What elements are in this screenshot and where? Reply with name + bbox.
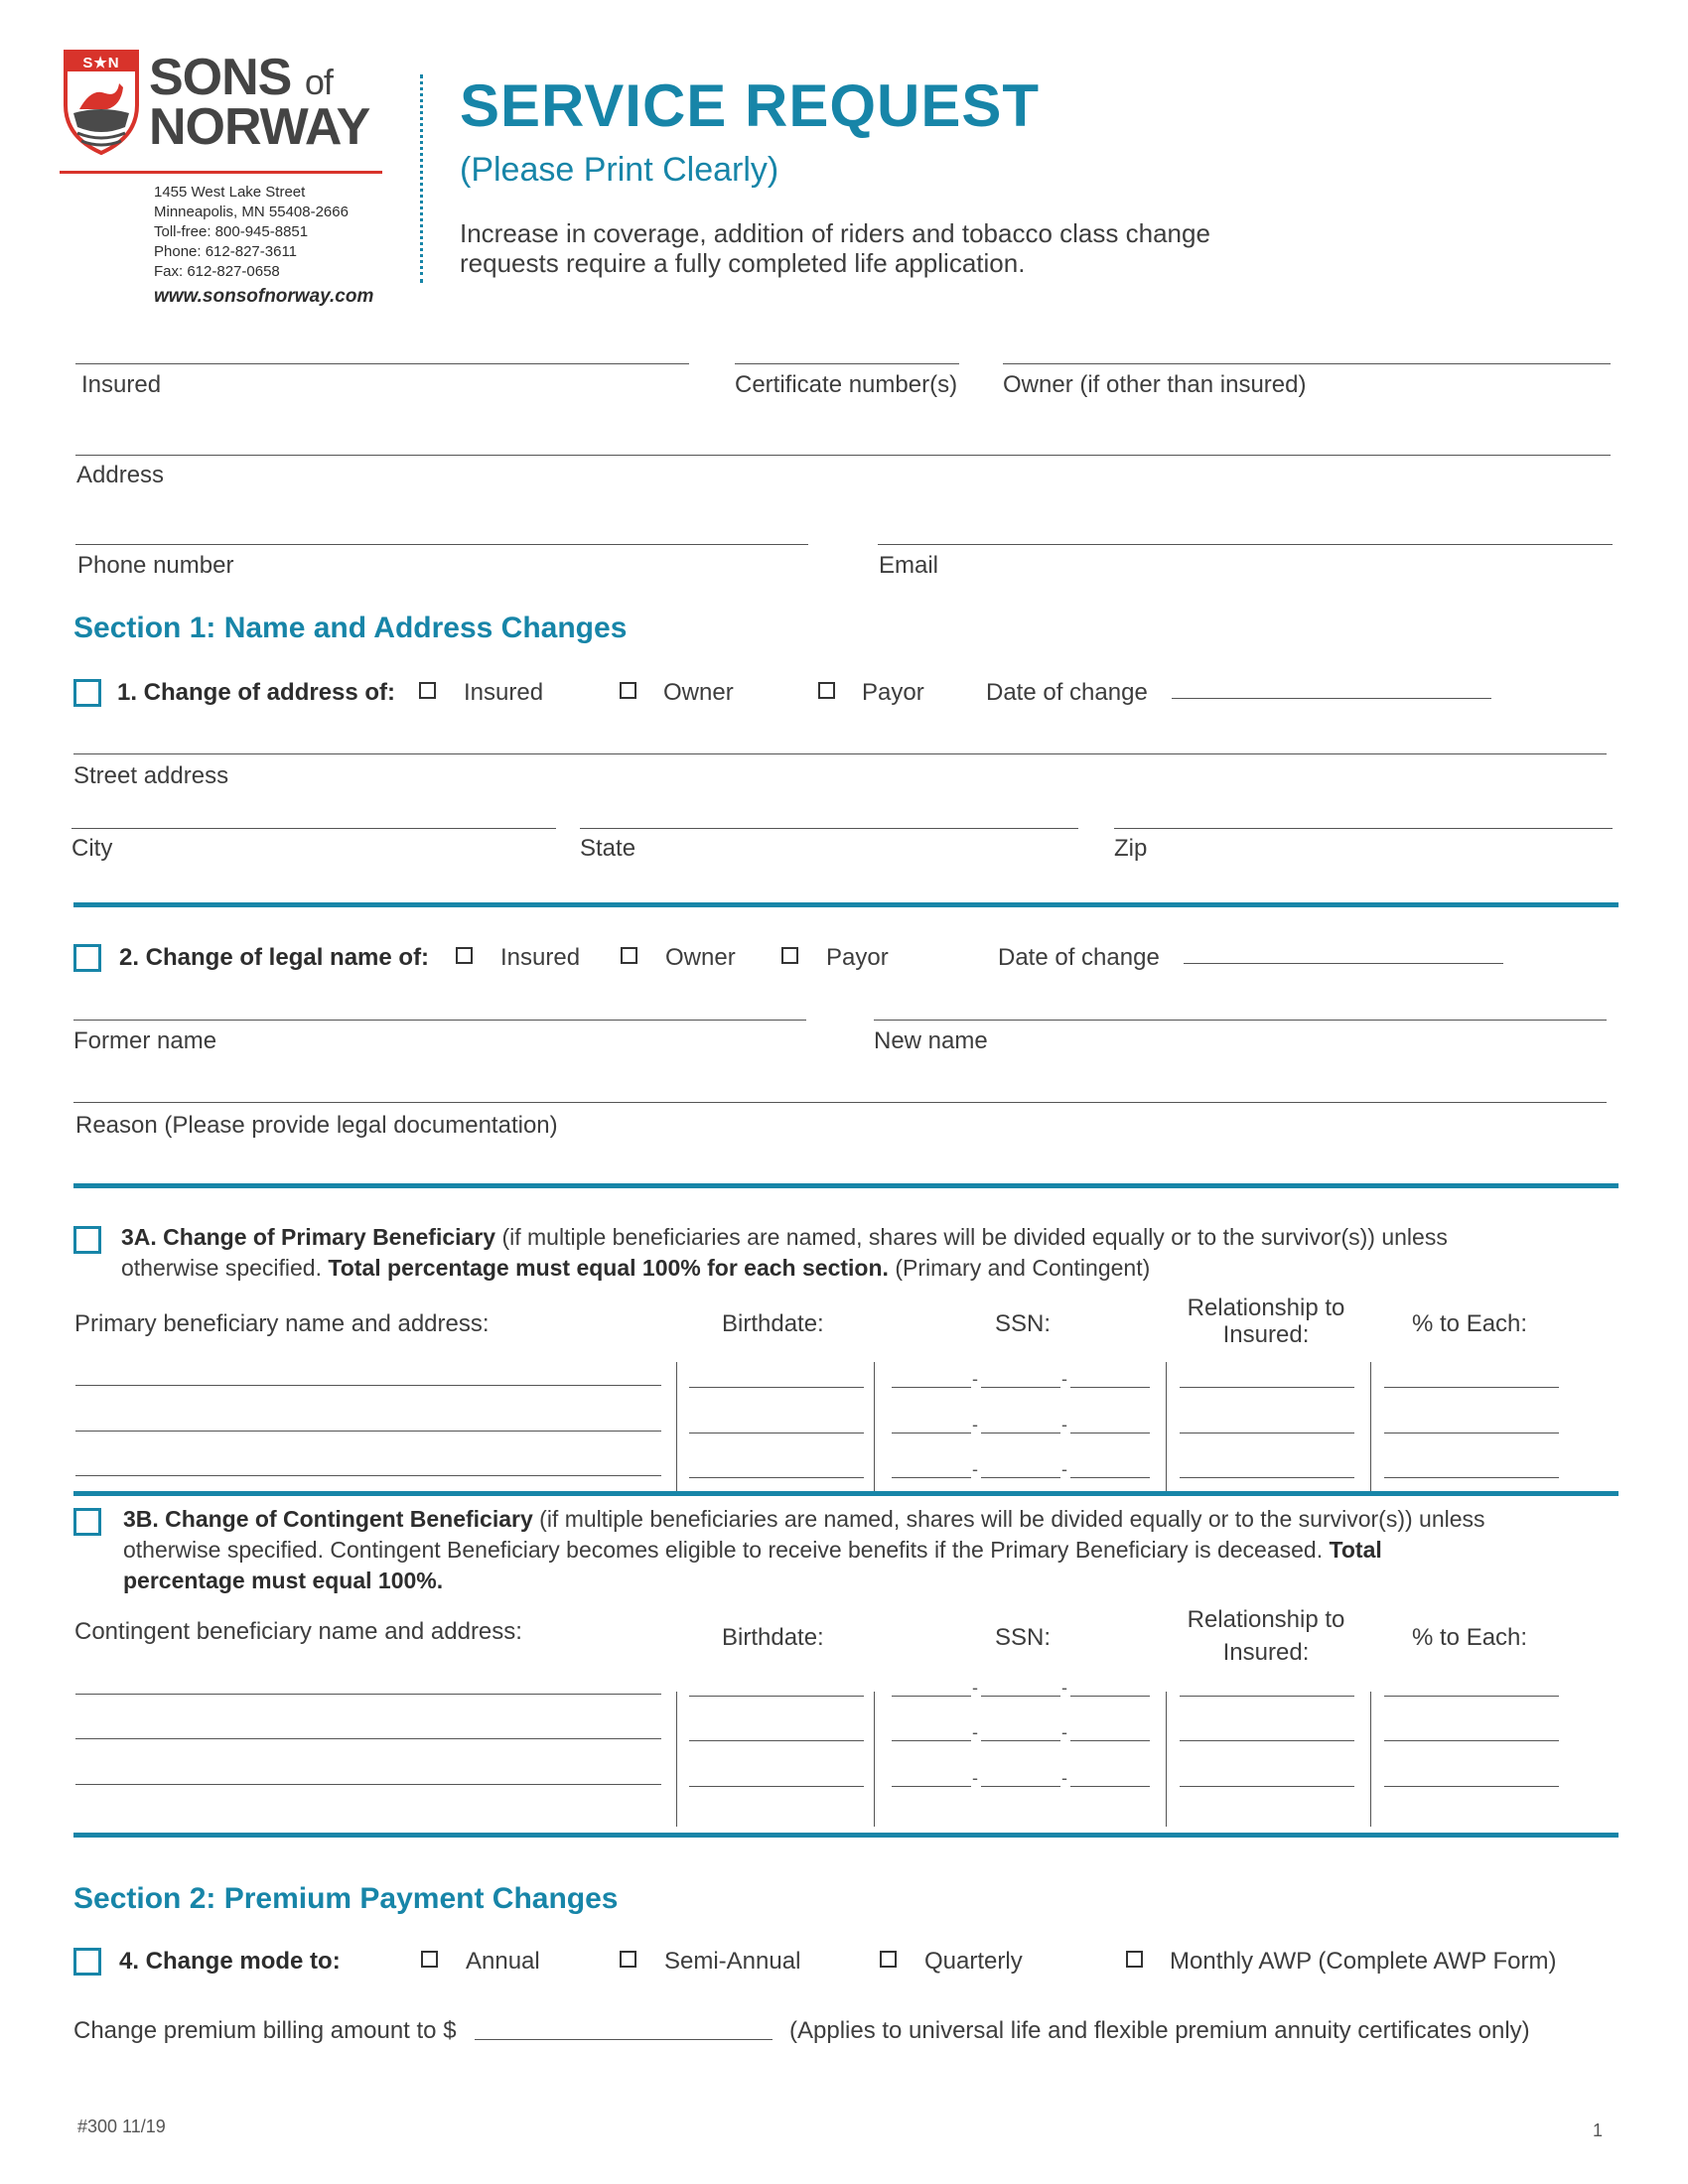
beneficiary-relationship-field[interactable] [1180,1387,1354,1388]
notice-line: requests require a fully completed life application. [460,248,1026,278]
form-code: #300 11/19 [77,2116,166,2136]
street-label: Street address [73,762,229,789]
billing-amount-field[interactable] [475,2039,773,2040]
org-address-line: Fax: 612-827-0658 [154,263,280,280]
ssn-dash: - [1061,1768,1067,1788]
zip-label: Zip [1114,835,1148,862]
contingent-beneficiary-checkbox[interactable] [73,1508,101,1536]
address-label: Address [76,462,165,488]
contingent-col-relationship-line: Relationship to [1187,1606,1345,1633]
beneficiary-ssn-part2-field[interactable] [981,1477,1060,1478]
table-column-divider [1370,1362,1371,1491]
ssn-dash: - [972,1678,978,1698]
page-title: SERVICE REQUEST [460,72,1041,139]
divider-rule [73,902,1618,907]
contingent-col-birth: Birthdate: [722,1624,824,1651]
ssn-dash: - [1061,1459,1067,1479]
reason-field[interactable] [73,1102,1607,1103]
primary-beneficiary-total: Total percentage must equal 100% for each section. [328,1255,889,1281]
brand-name-line2: NORWAY [149,98,370,156]
address-owner-label: Owner [663,679,734,706]
former-name-field[interactable] [73,1020,806,1021]
contingent-beneficiary-note-2: otherwise specified. Contingent Beneficiary becomes eligible to receive benefits if the Primary Beneficiary is deceased. [123,1537,1324,1563]
beneficiary-ssn-part1-field[interactable] [892,1740,971,1741]
beneficiary-ssn-part1-field[interactable] [892,1387,971,1388]
change-name-checkbox[interactable] [73,944,101,972]
name-date-field[interactable] [1184,963,1503,964]
email-field[interactable] [878,544,1613,545]
primary-col-birth: Birthdate: [722,1310,824,1337]
ssn-dash: - [972,1415,978,1434]
primary-col-relationship [1172,1295,1360,1348]
ssn-dash: - [1061,1369,1067,1389]
page-number: 1 [1593,2120,1604,2140]
primary-beneficiary-note-3: (Primary and Contingent) [895,1255,1151,1281]
beneficiary-percent-field[interactable] [1384,1740,1559,1741]
address-date-field[interactable] [1172,698,1491,699]
divider-rule [73,1183,1618,1188]
beneficiary-ssn-part2-field[interactable] [981,1387,1060,1388]
name-insured-label: Insured [500,944,581,971]
beneficiary-percent-field[interactable] [1384,1786,1559,1787]
ssn-dash: - [972,1722,978,1742]
certificate-field[interactable] [735,363,959,364]
section1-title: Section 1: Name and Address Changes [73,612,628,644]
org-address-line: 1455 West Lake Street [154,184,306,201]
change-name-label: 2. Change of legal name of: [119,944,430,971]
beneficiary-name-field[interactable] [75,1385,661,1386]
change-mode-label: 4. Change mode to: [119,1948,341,1975]
primary-beneficiary-checkbox[interactable] [73,1226,101,1254]
ssn-dash: - [1061,1415,1067,1434]
ssn-dash: - [1061,1678,1067,1698]
city-label: City [71,835,113,862]
beneficiary-percent-field[interactable] [1384,1477,1559,1478]
address-payor-label: Payor [862,679,924,706]
address-date-label: Date of change [986,679,1148,706]
zip-field[interactable] [1114,828,1613,829]
brand-sons: SONS [149,49,292,106]
change-address-checkbox[interactable] [73,679,101,707]
divider-rule [73,1833,1618,1838]
contingent-col-name: Contingent beneficiary name and address: [74,1618,522,1645]
beneficiary-name-field[interactable] [75,1784,661,1785]
brand-red-rule [60,171,382,174]
address-owner-checkbox[interactable] [620,682,636,699]
table-column-divider [676,1362,677,1491]
name-payor-checkbox[interactable] [781,947,798,964]
insured-field[interactable] [75,363,689,364]
new-name-field[interactable] [874,1020,1607,1021]
mode-annual-label: Annual [466,1948,540,1975]
beneficiary-ssn-part3-field[interactable] [1070,1740,1150,1741]
name-owner-label: Owner [665,944,736,971]
beneficiary-percent-field[interactable] [1384,1387,1559,1388]
contingent-col-percent: % to Each: [1412,1624,1528,1651]
address-insured-checkbox[interactable] [419,682,436,699]
contingent-col-relationship-line: Insured: [1222,1639,1310,1666]
org-address-line: Minneapolis, MN 55408-2666 [154,204,349,220]
address-field[interactable] [75,455,1611,456]
beneficiary-relationship-field[interactable] [1180,1740,1354,1741]
former-name-label: Former name [73,1027,217,1054]
primary-col-relationship-line: Insured: [1222,1321,1310,1348]
divider-rule [73,1491,1618,1496]
mode-quarterly-label: Quarterly [924,1948,1023,1975]
mode-monthly-awp-label: Monthly AWP (Complete AWP Form) [1170,1948,1557,1975]
ssn-dash: - [972,1459,978,1479]
beneficiary-ssn-part3-field[interactable] [1070,1696,1150,1697]
beneficiary-ssn-part3-field[interactable] [1070,1786,1150,1787]
table-column-divider [676,1692,677,1827]
contingent-beneficiary-note: (if multiple beneficiaries are named, shares will be divided equally or to the survivor(s)) unless [539,1506,1485,1532]
certificate-label: Certificate number(s) [735,371,958,398]
contingent-beneficiary-total: Total [1329,1537,1382,1563]
notice-line: Increase in coverage, addition of riders and tobacco class change [460,218,1210,248]
beneficiary-birthdate-field[interactable] [689,1786,864,1787]
new-name-label: New name [874,1027,988,1054]
beneficiary-birthdate-field[interactable] [689,1696,864,1697]
billing-amount-note: (Applies to universal life and flexible premium annuity certificates only) [789,2017,1530,2044]
ssn-dash: - [972,1369,978,1389]
brand-of: of [304,62,333,102]
email-label: Email [879,552,939,579]
street-field[interactable] [73,753,1607,754]
header-divider [420,74,423,283]
name-date-label: Date of change [998,944,1160,971]
beneficiary-birthdate-field[interactable] [689,1387,864,1388]
beneficiary-percent-field[interactable] [1384,1696,1559,1697]
beneficiary-relationship-field[interactable] [1180,1786,1354,1787]
beneficiary-name-field[interactable] [75,1475,661,1476]
primary-col-percent: % to Each: [1412,1310,1528,1337]
mode-quarterly-checkbox[interactable] [880,1951,897,1968]
beneficiary-ssn-part2-field[interactable] [981,1740,1060,1741]
logo [62,48,141,157]
primary-beneficiary-text [121,1222,1611,1284]
page-subtitle: (Please Print Clearly) [460,151,779,189]
contingent-col-relationship [1172,1603,1360,1669]
beneficiary-ssn-part2-field[interactable] [981,1696,1060,1697]
section2-title: Section 2: Premium Payment Changes [73,1882,619,1915]
beneficiary-birthdate-field[interactable] [689,1477,864,1478]
beneficiary-name-field[interactable] [75,1694,661,1695]
beneficiary-relationship-field[interactable] [1180,1477,1354,1478]
mode-semiannual-checkbox[interactable] [620,1951,636,1968]
logo-badge-text: S★N [82,55,120,71]
state-field[interactable] [580,828,1078,829]
phone-label: Phone number [77,552,234,579]
billing-amount-label: Change premium billing amount to $ [73,2017,457,2044]
beneficiary-relationship-field[interactable] [1180,1696,1354,1697]
name-owner-checkbox[interactable] [621,947,637,964]
beneficiary-ssn-part3-field[interactable] [1070,1387,1150,1388]
notice-text [460,218,1210,278]
primary-beneficiary-label: 3A. Change of Primary Beneficiary [121,1224,496,1250]
insured-label: Insured [81,371,162,398]
contingent-beneficiary-total-2: percentage must equal 100%. [123,1568,444,1593]
primary-beneficiary-note-2: otherwise specified. [121,1255,322,1281]
beneficiary-birthdate-field[interactable] [689,1740,864,1741]
mode-annual-checkbox[interactable] [421,1951,438,1968]
org-address-line: Toll-free: 800-945-8851 [154,223,309,240]
state-label: State [580,835,636,862]
org-address [154,183,349,282]
name-payor-label: Payor [826,944,889,971]
beneficiary-ssn-part2-field[interactable] [981,1786,1060,1787]
beneficiary-ssn-part1-field[interactable] [892,1477,971,1478]
name-insured-checkbox[interactable] [456,947,473,964]
ssn-dash: - [1061,1722,1067,1742]
address-insured-label: Insured [464,679,544,706]
beneficiary-ssn-part1-field[interactable] [892,1786,971,1787]
table-column-divider [874,1362,875,1491]
beneficiary-ssn-part3-field[interactable] [1070,1477,1150,1478]
phone-field[interactable] [75,544,808,545]
beneficiary-name-field[interactable] [75,1431,661,1432]
contingent-beneficiary-text [123,1504,1613,1596]
org-website[interactable]: www.sonsofnorway.com [154,286,374,307]
table-column-divider [874,1692,875,1827]
mode-semiannual-label: Semi-Annual [664,1948,801,1975]
owner-label: Owner (if other than insured) [1003,371,1307,398]
primary-col-ssn: SSN: [995,1310,1052,1337]
city-field[interactable] [71,828,556,829]
org-address-line: Phone: 612-827-3611 [154,243,298,260]
table-column-divider [1370,1692,1371,1827]
primary-col-relationship-line: Relationship to [1187,1295,1345,1321]
contingent-beneficiary-label: 3B. Change of Contingent Beneficiary [123,1506,533,1532]
change-address-label: 1. Change of address of: [117,679,396,706]
table-column-divider [1166,1362,1167,1491]
mode-monthly-awp-checkbox[interactable] [1126,1951,1143,1968]
ssn-dash: - [972,1768,978,1788]
beneficiary-ssn-part1-field[interactable] [892,1696,971,1697]
table-column-divider [1166,1692,1167,1827]
primary-col-name: Primary beneficiary name and address: [74,1310,490,1337]
primary-beneficiary-note: (if multiple beneficiaries are named, shares will be divided equally or to the survivor(s)) unless [501,1224,1448,1250]
reason-label: Reason (Please provide legal documentation) [75,1112,558,1139]
owner-field[interactable] [1003,363,1611,364]
beneficiary-name-field[interactable] [75,1738,661,1739]
change-mode-checkbox[interactable] [73,1948,101,1976]
address-payor-checkbox[interactable] [818,682,835,699]
contingent-col-ssn: SSN: [995,1624,1052,1651]
